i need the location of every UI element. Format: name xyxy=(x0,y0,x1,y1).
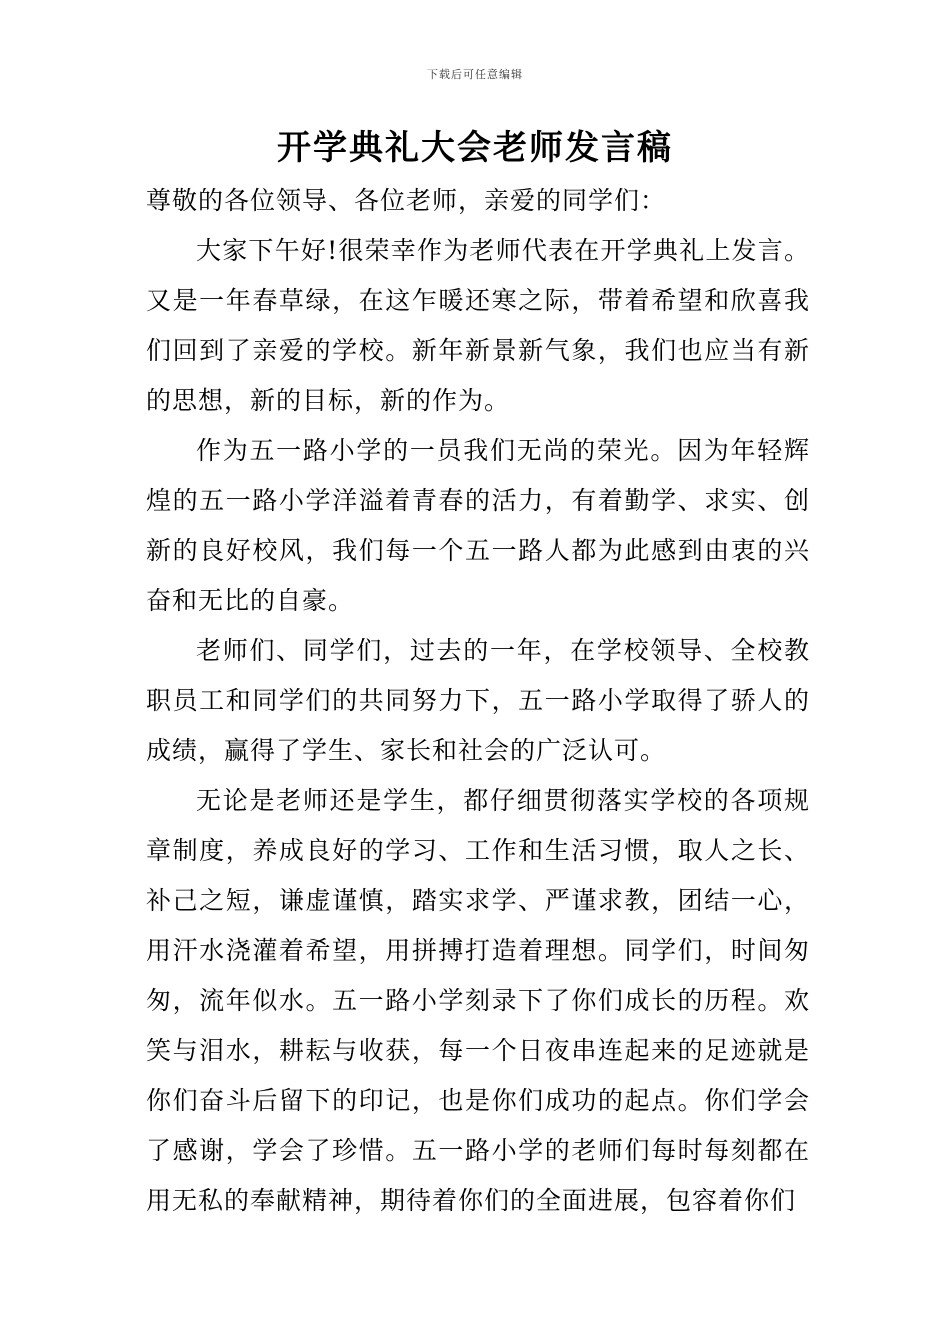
paragraph: 无论是老师还是学生，都仔细贯彻落实学校的各项规章制度，养成良好的学习、工作和生活习惯，取人之长、补己之短，谦虚谨慎，踏实求学、严谨求教，团结一心，用汗水浇灌着希望，用拼搏打造着理想。同学们，时间匆匆，流年似水。五一路小学刻录下了你们成长的历程。欢笑与泪水，耕耘与收获，每一个日夜串连起来的足迹就是你们奋斗后留下的印记，也是你们成功的起点。你们学会了感谢，学会了珍惜。五一路小学的老师们每时每刻都在用无私的奉献精神，期待着你们的全面进展，包容着你们 xyxy=(146,786,810,1215)
paragraph: 老师们、同学们，过去的一年，在学校领导、全校教职员工和同学们的共同努力下，五一路小学取得了骄人的成绩，赢得了学生、家长和社会的广泛认可。 xyxy=(146,636,810,765)
document-title: 开学典礼大会老师发言稿 xyxy=(277,128,673,168)
header-note: 下载后可任意编辑 xyxy=(427,68,523,81)
paragraph: 大家下午好!很荣幸作为老师代表在开学典礼上发言。又是一年春草绿，在这乍暖还寒之际，带着希望和欣喜我们回到了亲爱的学校。新年新景新气象，我们也应当有新的思想，新的目标，新的作为。 xyxy=(146,236,810,415)
salutation: 尊敬的各位领导、各位老师，亲爱的同学们： xyxy=(146,186,667,215)
paragraph: 作为五一路小学的一员我们无尚的荣光。因为年轻辉煌的五一路小学洋溢着青春的活力，有着勤学、求实、创新的良好校风，我们每一个五一路人都为此感到由衷的兴奋和无比的自豪。 xyxy=(146,436,810,615)
document-body xyxy=(146,176,810,1226)
